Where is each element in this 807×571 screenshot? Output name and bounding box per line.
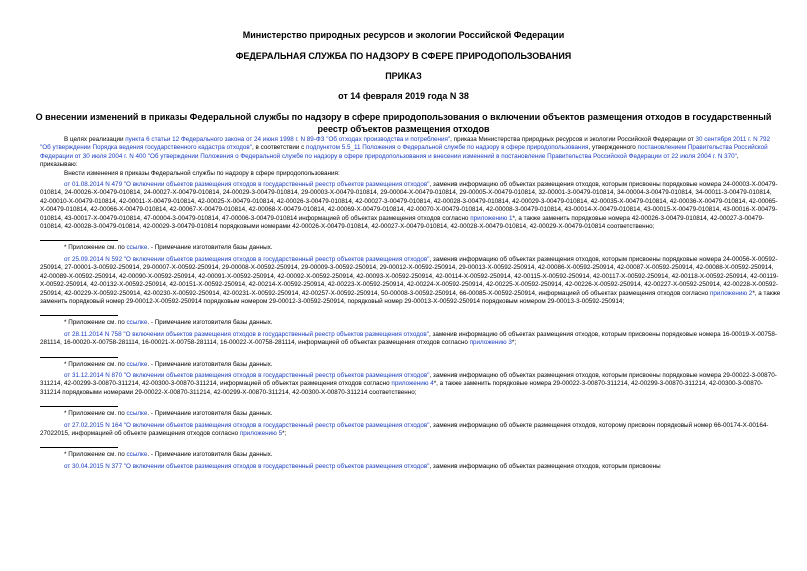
document-body <box>40 136 782 471</box>
footnote-text: . - Примечание изготовителя базы данных. <box>147 410 273 418</box>
footnote-text: * Приложение см. по <box>64 451 127 459</box>
amendment-text: , заменив информацию об объектах размещения отходов, которым присвоены порядковые номера 24-00003-Х-00479-010814, 24-00026-Х-00479-010814, 24-00027-Х-00479-010814, 24-00029-3-00479-010814, 29-00003-Х-00479-010814, 29-00004-Х-00479-010814, 29-00005-Х-00479-010814, 32-00001-3-00479-010814, 34-00004-3-00479-010814, 34-00011-3-00479-010814, 42-00010-Х-00479-010814, 42-00011-Х-00479-010814, 42-00025-Х-00479-010814, 42-00026-3-00479-010814, 42-00027-3-00479-010814, 42-00028-3-00479-010814, 42-00029-3-00479-010814, 42-00035-Х-00479-010814, 42-00036-Х-00479-010814, 42-00065-Х-00479-010814, 42-00066-Х-00479-010814, 42-00067-Х-00479-010814, 42-00068-Х-00479-010814, 42-00069-Х-00479-010814, 42-00070-Х-00479-010814, 42-00008-3-00479-010814, 43-00014-Х-00479-010814, 43-00015-Х-00479-010814, 43-00016-Х-00479-010814, 43-00017-Х-00479-010814, 47-00004-3-00479-010814, 47-00006-3-00479-010814 информацией об объектах размещения отходов согласно <box>40 181 778 222</box>
footnote-text: . - Примечание изготовителя базы данных. <box>147 451 273 459</box>
order-link[interactable]: от 01.08.2014 N 479 "О включении объектов размещения отходов в государственный реестр объектов размещения отходов" <box>64 181 430 189</box>
regulation-subpoint-link[interactable]: подпунктом 5.5_11 Положения о Федеральной службе по надзору в сфере природопользования <box>306 144 589 152</box>
amendment-text: , заменив информацию об объектах размещения отходов, которым присвоены порядковые номера 29-00022-3-00870-311214, 42-00299-3-00870-311214, 42-00300-3-00870-311214, информацией об объектах размещения отходов согласно <box>40 371 777 388</box>
amendment-item <box>40 256 782 306</box>
appendix-link[interactable]: приложению 3 <box>469 339 512 347</box>
cadastre-order-link[interactable]: 30 сентября 2011 г. N 792 "Об утверждении Порядка ведения государственного кадастра отходов" <box>40 136 770 152</box>
amendment-text: , заменив информацию об объектах размещения отходов, которым присвоены <box>429 462 661 470</box>
amendment-item <box>40 422 782 439</box>
government-decree-link[interactable]: постановлением Правительства Российской Федерации от 30 июля 2004 г. N 400 "Об утверждении Положения о Федеральной службе по надзору в сфере природопользования и внесении изменений в постановление Правительства Российской Федерации от 22 июля 2004 г. N 370" <box>40 144 768 160</box>
footnote-text: * Приложение см. по <box>64 360 127 368</box>
footnote <box>40 244 782 252</box>
document-date-number: от 14 февраля 2019 года N 38 <box>338 91 469 101</box>
footnote-text: * Приложение см. по <box>64 244 127 252</box>
footnote-text: . - Примечание изготовителя базы данных. <box>147 244 273 252</box>
amendment-item <box>40 181 782 231</box>
amendment-text: , заменив информацию об объектах размещения отходов, которым присвоены порядковые номера 16-00019-Х-00758-281114, 16-00020-Х-00758-281114, 16-00021-Х-00758-281114, 16-00022-Х-00758-281114, информацией об объектах размещения отходов согласно <box>40 330 778 347</box>
footnote-divider <box>40 315 118 316</box>
amendment-item <box>40 331 782 348</box>
order-link[interactable]: от 31.12.2014 N 870 "О включении объектов размещения отходов в государственный реестр объектов размещения отходов" <box>64 371 430 379</box>
footnote-block <box>40 447 782 459</box>
amendment-text: , заменив информацию об объектах размещения отходов, которым присвоены порядковые номера 24-00056-Х-00592-250914, 27-00001-3-00592-250914, 29-00007-Х-00592-250914, 29-00008-Х-00592-250914, 29-00009-3-00592-250914, 29-00012-Х-00592-250914, 29-00013-Х-00592-250914, 42-00086-Х-00592-250914, 42-00087-Х-00592-250914, 42-00088-Х-00592-250914, 42-00089-Х-00592-250914, 42-00090-Х-00592-250914, 42-00091-Х-00592-250914, 42-00092-Х-00592-250914, 42-00093-Х-00592-250914, 42-00114-Х-00592-250914, 42-00115-Х-00592-250914, 42-00117-Х-00592-250914, 42-00118-Х-00592-250914, 42-00119-Х-00592-250914, 42-00132-Х-00592-250914, 42-00151-Х-00592-250914, 42-00214-Х-00592-250914, 42-00223-Х-00592-250914, 42-00224-Х-00592-250914, 42-00225-Х-00592-250914, 42-00226-Х-00592-250914, 42-00227-Х-00592-250914, 42-00228-Х-00592-250914, 42-00229-Х-00592-250914, 42-00230-Х-00592-250914, 42-00231-Х-00592-250914, 42-00257-Х-00592-250914, 50-00008-3-00592-250914, 66-00085-Х-00592-250914, информацией об объектах размещения отходов согласно <box>40 255 779 297</box>
order-word: приказываю: <box>40 161 78 169</box>
footnote <box>40 451 782 459</box>
footnote-block <box>40 315 782 327</box>
order-link[interactable]: от 28.11.2014 N 758 "О включении объектов размещения отходов в государственный реестр объектов размещения отходов" <box>64 330 429 338</box>
footnote-link[interactable]: ссылке <box>126 360 148 368</box>
intro-text: Внести изменения в приказы Федеральной службы по надзору в сфере природопользования: <box>64 169 340 177</box>
footnote-text: * Приложение см. по <box>64 410 127 418</box>
footnote-link[interactable]: ссылке <box>126 410 148 418</box>
amendment-text: *, а также заменить порядковые номера 29-00022-3-00870-311214, 42-00299-3-00870-311214, 42-00300-3-00870-311214 порядковыми номерами 29-00022-Х-00870-311214, 42-00299-Х-00870-311214, 42-00300-Х-00870-311214 соответственно; <box>40 380 763 396</box>
amendment-text: , заменив информацию об объекте размещения отходов, которому присвоен порядковый номер 66-00174-Х-00164-27022015, информацией об объекте размещения отходов согласно <box>40 421 769 437</box>
footnote-text: * Приложение см. по <box>64 319 127 327</box>
preamble-text: , в соответствии с <box>252 144 307 152</box>
amendment-item <box>40 463 782 471</box>
footnote-block <box>40 406 782 418</box>
preamble-text: , приказа Министерства природных ресурсов и экологии Российской Федерации от <box>450 136 696 143</box>
footnote-block <box>40 240 782 252</box>
ministry-heading: Министерство природных ресурсов и экологии Российской Федерации <box>242 30 565 40</box>
amendment-text: *, а также заменить порядковые номера 42-00026-3-00479-010814, 42-00027-3-00479-010814, 42-00028-3-00479-010814, 42-00029-3-00479-010814 порядковыми номерами 42-00026-Х-00479-010814, 42-00027-Х-00479-010814, 42-00028-Х-00479-010814, 42-00029-Х-00479-010814 соответственно; <box>40 214 765 231</box>
preamble <box>40 136 782 161</box>
footnote <box>40 410 782 418</box>
order-link[interactable]: от 27.02.2015 N 164 "О включении объектов размещения отходов в государственный реестр объектов размещения отходов" <box>64 421 430 429</box>
amendment-text: *, а также заменить порядковый номер 29-00012-Х-00592-250914 порядковым номером 29-00012-3-00592-250914, порядковый номер 29-00013-Х-00592-250914 порядковым номером 29-00013-3-00592-250914; <box>40 289 781 305</box>
amendment-text: *; <box>511 339 517 347</box>
appendix-link[interactable]: приложению 5 <box>239 429 283 437</box>
document-title: О внесении изменений в приказы Федеральной службы по надзору в сфере природопользования о включении объектов размещения отходов в государственный реестр объектов размещения отходов <box>35 112 772 134</box>
footnote-divider <box>40 406 118 407</box>
footnote-text: . - Примечание изготовителя базы данных. <box>147 360 273 368</box>
law-link[interactable]: пункта 6 статьи 12 Федерального закона от 24 июня 1998 г. N 89-ФЗ "Об отходах производства и потребления" <box>125 136 451 143</box>
footnote-link[interactable]: ссылке <box>126 451 148 459</box>
footnote-divider <box>40 357 118 358</box>
amendment-item <box>40 372 782 397</box>
document-type: ПРИКАЗ <box>385 71 422 81</box>
footnote-link[interactable]: ссылке <box>126 319 148 327</box>
footnote-block <box>40 357 782 369</box>
footnote <box>40 319 782 327</box>
preamble-text: , <box>736 152 739 160</box>
appendix-link[interactable]: приложению 1 <box>470 214 513 222</box>
footnote-link[interactable]: ссылке <box>126 244 148 252</box>
appendix-link[interactable]: приложению 4 <box>391 380 434 388</box>
footnote-divider <box>40 240 118 241</box>
order-link[interactable]: от 25.09.2014 N 592 "О включении объектов размещения отходов в государственный реестр объектов размещения отходов" <box>64 255 430 263</box>
preamble-text: , утвержденного <box>588 144 638 152</box>
footnote <box>40 361 782 369</box>
amendment-text: *; <box>282 429 287 437</box>
appendix-link[interactable]: приложению 2 <box>710 289 753 297</box>
footnote-divider <box>40 447 118 448</box>
order-link[interactable]: от 30.04.2015 N 377 "О включении объектов размещения отходов в государственный реестр объектов размещения отходов" <box>64 462 430 470</box>
service-heading: ФЕДЕРАЛЬНАЯ СЛУЖБА ПО НАДЗОРУ В СФЕРЕ ПРИРОДОПОЛЬЗОВАНИЯ <box>235 51 572 61</box>
footnote-text: . - Примечание изготовителя базы данных. <box>147 319 273 327</box>
preamble-text: В целях реализации <box>64 136 126 143</box>
